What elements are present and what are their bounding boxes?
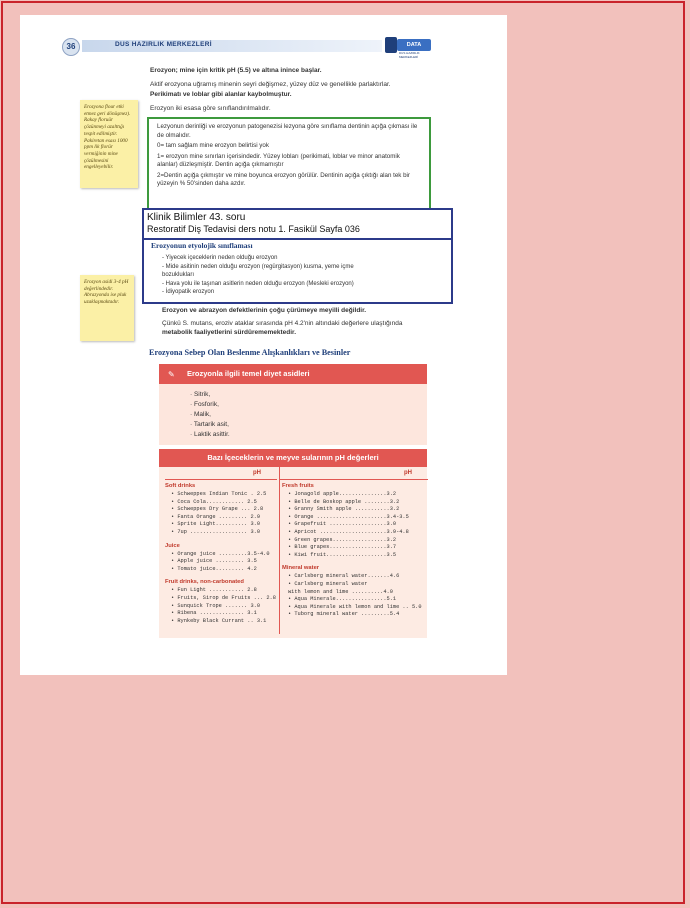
ph-column-left xyxy=(165,467,277,634)
etiology-list xyxy=(162,254,442,297)
pencil-icon: ✎ xyxy=(168,370,175,379)
ph-row: • Carlsberg mineral water xyxy=(288,581,368,587)
ph-group-title: Soft drinks xyxy=(165,483,196,489)
ph-row: • Schweppes Indian Tonic . 2.5 xyxy=(171,491,267,497)
acid-item: · Tartarik asit, xyxy=(190,421,229,428)
ph-table-title: Bazı İçeceklerin ve meyve sularının pH değerleri xyxy=(159,449,427,467)
ph-row: • Grapefruit ..................3.0 xyxy=(288,521,397,528)
ph-row: • Tuborg mineral water .........5.4 xyxy=(288,611,400,618)
classification-line: 1= erozyon mine sınırları içerisindedir. Yüzey lobları (perikimati, loblar ve minor anatomik alanlar) düzleşmiştir. Dentin açığa çıkmamıştır xyxy=(157,152,400,168)
ph-group-title: Fruit drinks, non-carbonated xyxy=(165,579,244,586)
after-line-2: Çünkü S. mutans, eroziv ataklar sırasında pH 4.2'nin altındaki değerlere ulaştığında xyxy=(162,320,403,327)
ph-column-right xyxy=(279,467,428,634)
ph-row: with lemon and lime ..........4.0 xyxy=(288,588,393,595)
diet-acids-header xyxy=(159,364,427,384)
section-title: Erozyona Sebep Olan Beslenme Alışkanlıkları ve Besinler xyxy=(149,348,351,357)
reference-header xyxy=(144,210,451,240)
etiology-item: - Hava yolu ile taşınan asitlerin neden olduğu erozyon (Mesleki erozyon) xyxy=(162,280,354,287)
classification-line: 0= tam sağlam mine erozyon belirtisi yok xyxy=(157,142,269,149)
etiology-item: bozuklukları xyxy=(162,272,195,278)
intro-line-4: Erozyon iki esasa göre sınıflandırılmalıdır. xyxy=(150,105,271,112)
ph-table xyxy=(159,449,427,638)
etiology-item: - Mide asitinin neden olduğu erozyon (regürgitasyon) kusma, yeme içme xyxy=(162,263,354,270)
ph-row: • Fanta Orange ......... 2.9 xyxy=(171,513,261,520)
ph-header-rule xyxy=(280,479,428,480)
etiology-item: - Yiyecek içeceklerin neden olduğu erozyon xyxy=(162,255,278,261)
ph-row: • Apricot .....................3.9-4.8 xyxy=(288,529,409,535)
intro-line-3: Perikimatı ve loblar gibi alanlar kaybolmuştur. xyxy=(150,91,292,98)
ph-row: • Ribena .............. 3.1 xyxy=(171,610,257,617)
ph-row: • Sunquick Trope ....... 3.0 xyxy=(171,602,261,609)
ph-row: • Apple juice ......... 3.5 xyxy=(171,558,257,565)
ph-row: • Orange juice .........3.5-4.0 xyxy=(171,550,270,557)
after-line-3: metabolik faaliyetlerini sürdürememektedir. xyxy=(162,329,297,336)
ph-row: • Green grapes.................3.2 xyxy=(288,536,397,543)
diet-acids-list xyxy=(190,390,230,440)
ph-row: • Blue grapes..................3.7 xyxy=(288,544,397,551)
acid-item: · Fosforik, xyxy=(190,401,219,408)
page-number: 36 xyxy=(62,38,80,56)
ph-column-header: pH xyxy=(253,470,261,476)
ph-row: • Coca Cola............ 2.5 xyxy=(171,498,257,505)
ph-row: • Fruits, Sirop de Fruits ... 2.8 xyxy=(171,595,276,601)
ph-row: • Aqua Minerale................5.1 xyxy=(288,596,397,603)
ph-row: • Schweppes Dry Grape ... 2.8 xyxy=(171,506,264,513)
ph-group-title: Mineral water xyxy=(282,565,320,572)
ph-row: • Sprite Light.......... 3.0 xyxy=(171,521,261,528)
classification-line: Lezyonun derinliği ve erozyonun patogenezisi lezyona göre sınıflama dentinin açığa çıkması ile de olmalıdır. xyxy=(157,123,418,139)
ph-row: • Tomato juice......... 4.2 xyxy=(171,565,257,572)
publisher-logo xyxy=(385,35,431,59)
ph-row: • Fun Light ........... 2.8 xyxy=(171,587,257,594)
sticky-note-fluoride xyxy=(80,100,138,188)
ph-row: • Rynkeby Black Currant .. 3.1 xyxy=(171,617,267,624)
ph-row: • 7up .................. 3.0 xyxy=(171,529,261,535)
after-line-1: Erozyon ve abrazyon defektlerinin çoğu çürümeye meyilli değildir. xyxy=(162,307,367,314)
reference-title: Klinik Bilimler 43. soru xyxy=(147,212,246,223)
reference-overlay xyxy=(142,208,453,304)
diet-acids-title: Erozyonla ilgili temel diyet asidleri xyxy=(187,369,310,378)
classification-line: 2=Dentin açığa çıkmıştır ve mine boyunca erozyon görülür. Dentinin açığa çıktığı alan tek bir yüzeyin % 50'sinden daha azdır. xyxy=(157,171,410,187)
ph-group-title: Juice xyxy=(165,542,180,549)
ph-row: • Carlsberg mineral water.......4.6 xyxy=(288,573,400,580)
etiology-title: Erozyonun etyolojik sınıflaması xyxy=(151,241,253,250)
intro-line-2: Aktif erozyona uğramış minenin seyri değişmez, yüzey düz ve genellikle parlaktırlar. xyxy=(150,81,391,88)
ph-row: • Belle de Boskop apple ........3.2 xyxy=(288,498,400,505)
logo-subtext: DUS HAZIRLIK MERKEZLERİ xyxy=(399,51,420,59)
ph-row: • Kiwi fruit...................3.5 xyxy=(288,551,397,558)
acid-item: · Laktik asittir. xyxy=(190,431,230,438)
acid-item: · Sitrik, xyxy=(190,391,211,398)
ph-header-rule xyxy=(165,479,277,480)
etiology-item: - İdiyopatik erozyon xyxy=(162,289,215,295)
logo-mark xyxy=(385,37,397,53)
ph-row: • Orange ......................3.4-3.5 xyxy=(288,513,409,520)
intro-line-1: Erozyon; mine için kritik pH (5.5) ve altına inince başlar. xyxy=(150,67,322,74)
sticky-note-text: Erozyon asidi 3-4 pH değerlindedir. Abrazyonda ise pluk uzaklaşmaktadır. xyxy=(84,279,129,306)
ph-column-header: pH xyxy=(404,470,412,476)
sticky-note-text: Erozyona flour etki etmez geri dönüşmez). Rakay floruür çözünmeyi azalttığı tespit edilmiştir. Pakiretan esası 1000 ppm lik florür vermiğinin mine çözülmesini engelleyebilir. xyxy=(84,104,131,171)
ph-group-title: Fresh fruits xyxy=(282,483,314,489)
logo-text: DATA xyxy=(397,39,431,51)
header-title: DUS HAZIRLIK MERKEZLERİ xyxy=(115,41,212,48)
acid-item: · Malik, xyxy=(190,411,211,418)
sticky-note-abrasion xyxy=(80,275,134,341)
ph-row: • Granny Smith apple ...........3.2 xyxy=(288,506,400,513)
reference-source: Restoratif Diş Tedavisi ders notu 1. Fasikül Sayfa 036 xyxy=(147,224,360,234)
diet-acids-box xyxy=(159,364,427,445)
ph-row: • Jonagold apple...............3.2 xyxy=(288,491,397,497)
ph-row: • Aqua Minerale with lemon and lime .. 5.0 xyxy=(288,603,422,610)
